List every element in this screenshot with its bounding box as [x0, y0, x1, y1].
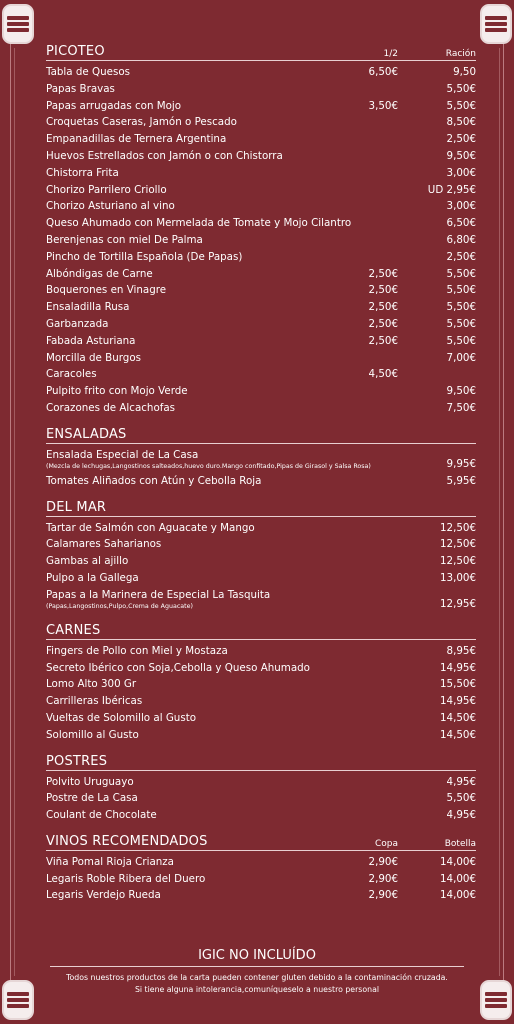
- item-name-text: Papas a la Marinera de Especial La Tasquita: [46, 588, 271, 601]
- menu-item: [46, 299, 476, 316]
- menu-item: [46, 350, 476, 367]
- menu-item: [46, 854, 476, 871]
- item-name-text: Legaris Roble Ribera del Duero: [46, 872, 206, 885]
- item-name-text: Caracoles: [46, 368, 97, 381]
- item-name: [46, 854, 350, 871]
- frame-line-right: [503, 40, 504, 984]
- menu-item: [46, 333, 476, 350]
- item-price: 14,00€: [439, 889, 476, 902]
- item-list: [46, 447, 476, 490]
- menu-item: [46, 676, 476, 693]
- section-title: CARNES: [46, 622, 101, 638]
- item-name: [46, 131, 350, 148]
- item-price: 9,50€: [446, 149, 476, 162]
- item-name-text: Corazones de Alcachofas: [46, 401, 176, 414]
- item-name-text: Tabla de Quesos: [46, 66, 131, 78]
- item-name: [46, 449, 398, 471]
- item-price: 3,00€: [446, 200, 476, 213]
- item-price: 5,50€: [446, 284, 476, 297]
- item-name-text: Coulant de Chocolate: [46, 809, 157, 822]
- item-price: 8,95€: [446, 644, 476, 657]
- item-name: [46, 710, 398, 727]
- item-name-text: Legaris Verdejo Rueda: [46, 889, 161, 902]
- item-name-text: Tomates Aliñados con Atún y Cebolla Roja: [46, 474, 262, 487]
- menu-item: [46, 727, 476, 744]
- item-name-text: Papas Bravas: [46, 82, 115, 95]
- menu-item: [46, 131, 476, 148]
- menu-item: [46, 790, 476, 807]
- item-name: [46, 589, 398, 611]
- menu-item: [46, 232, 476, 249]
- item-name: [46, 520, 398, 537]
- item-name-text: Pincho de Tortilla Española (De Papas): [46, 250, 243, 263]
- item-price-small: 2,50€: [368, 284, 398, 297]
- item-price-small: 2,90€: [368, 889, 398, 902]
- item-name: [46, 887, 350, 904]
- menu-item: [46, 520, 476, 537]
- item-name-text: Queso Ahumado con Mermelada de Tomate y Mojo Cilantro: [46, 217, 352, 230]
- item-price-small: 3,50€: [368, 99, 398, 112]
- item-name-text: Fingers de Pollo con Miel y Mostaza: [46, 644, 228, 657]
- menu-item: [46, 182, 476, 199]
- item-price: UD 2,95€: [427, 183, 476, 196]
- section-carnes: [46, 623, 476, 744]
- item-price: 15,50€: [439, 678, 476, 691]
- item-name-text: Papas arrugadas con Mojo: [46, 99, 182, 112]
- menu-item: [46, 587, 476, 613]
- logo-badge-icon: [2, 980, 34, 1020]
- menu-item: [46, 447, 476, 473]
- item-name: [46, 81, 350, 98]
- item-name-text: Morcilla de Burgos: [46, 351, 142, 364]
- menu-item: [46, 383, 476, 400]
- section-title: ENSALADAS: [46, 426, 127, 442]
- item-name: [46, 383, 350, 400]
- menu-item: [46, 570, 476, 587]
- item-name-text: Boquerones en Vinagre: [46, 284, 167, 297]
- logo-badge-icon: [480, 4, 512, 44]
- item-price-small: 6,50€: [368, 66, 398, 78]
- item-name: [46, 807, 398, 824]
- menu-item: [46, 400, 476, 417]
- item-price: 5,50€: [446, 267, 476, 280]
- section-title: VINOS RECOMENDADOS: [46, 833, 208, 849]
- footer-divider: [50, 966, 464, 967]
- logo-badge-icon: [480, 980, 512, 1020]
- menu-item: [46, 114, 476, 131]
- item-price-small: 2,90€: [368, 872, 398, 885]
- item-price: 5,95€: [446, 474, 476, 487]
- item-price: 2,50€: [446, 133, 476, 146]
- column-ration-header: Ración: [445, 49, 476, 59]
- item-price-small: 4,50€: [368, 368, 398, 381]
- item-price: 4,95€: [446, 775, 476, 788]
- item-name-text: Vueltas de Solomillo al Gusto: [46, 711, 197, 724]
- menu-item: [46, 165, 476, 182]
- menu-item: [46, 807, 476, 824]
- item-name: [46, 643, 398, 660]
- item-price: 14,00€: [439, 855, 476, 868]
- item-price-small: 2,50€: [368, 334, 398, 347]
- item-price-small: 2,50€: [368, 301, 398, 314]
- frame-line-right-inner: [499, 48, 500, 976]
- item-price-small: 2,50€: [368, 317, 398, 330]
- item-price: 12,50€: [439, 538, 476, 551]
- menu-item: [46, 249, 476, 266]
- section-title: POSTRES: [46, 753, 108, 769]
- item-price: 14,50€: [439, 711, 476, 724]
- item-price: 5,50€: [446, 301, 476, 314]
- section-header: [46, 754, 476, 771]
- menu-item: [46, 282, 476, 299]
- item-name-text: Chistorra Frita: [46, 166, 119, 179]
- section-title: DEL MAR: [46, 499, 107, 515]
- item-name: [46, 790, 398, 807]
- item-name-text: Pulpo a la Gallega: [46, 571, 139, 584]
- allergen-note-line-1: Todos nuestros productos de la carta pueden contener gluten debido a la contaminación cruzada.: [66, 973, 448, 982]
- item-name-text: Ensalada Especial de La Casa: [46, 448, 199, 461]
- item-name-text: Croquetas Caseras, Jamón o Pescado: [46, 116, 237, 129]
- item-name-text: Berenjenas con miel De Palma: [46, 233, 203, 246]
- section-vinos: [46, 834, 476, 904]
- menu-item: [46, 693, 476, 710]
- menu-item: [46, 81, 476, 98]
- menu-item: [46, 660, 476, 677]
- column-half-header: 1/2: [383, 49, 398, 59]
- item-name-text: Lomo Alto 300 Gr: [46, 678, 137, 691]
- item-price: 5,50€: [446, 99, 476, 112]
- item-name: [46, 660, 398, 677]
- item-name-text: Pulpito frito con Mojo Verde: [46, 385, 188, 398]
- menu-item: [46, 887, 476, 904]
- section-header: [46, 500, 476, 517]
- item-name: [46, 282, 350, 299]
- item-price: 13,00€: [439, 571, 476, 584]
- item-name-text: Chorizo Parrilero Criollo: [46, 183, 167, 196]
- item-name-text: Ensaladilla Rusa: [46, 301, 130, 314]
- item-name-text: Huevos Estrellados con Jamón o con Chistorra: [46, 149, 283, 162]
- frame-line-left: [10, 40, 11, 984]
- menu-item: [46, 643, 476, 660]
- item-name-text: Viña Pomal Rioja Crianza: [46, 855, 174, 868]
- item-name: [46, 182, 350, 199]
- item-price: 7,00€: [446, 351, 476, 364]
- item-name: [46, 165, 350, 182]
- item-name: [46, 366, 350, 383]
- item-price-small: 2,50€: [368, 267, 398, 280]
- menu-item: [46, 198, 476, 215]
- menu-item: [46, 774, 476, 791]
- item-price: 14,95€: [439, 695, 476, 708]
- menu-item: [46, 215, 476, 232]
- item-name: [46, 215, 351, 232]
- item-price-small: 2,90€: [368, 855, 398, 868]
- item-price: 6,50€: [446, 217, 476, 230]
- section-header: [46, 427, 476, 444]
- item-name: [46, 774, 398, 791]
- item-name: [46, 400, 350, 417]
- item-name: [46, 553, 398, 570]
- menu-item: [46, 266, 476, 283]
- section-header: [46, 44, 476, 61]
- item-name: [46, 148, 350, 165]
- menu-item: [46, 98, 476, 115]
- item-list: [46, 774, 476, 824]
- item-name-text: Gambas al ajillo: [46, 555, 129, 568]
- item-name: [46, 98, 350, 115]
- item-list: [46, 64, 476, 417]
- item-name-text: Empanadillas de Ternera Argentina: [46, 133, 227, 146]
- item-name-text: Postre de La Casa: [46, 792, 138, 805]
- item-name: [46, 316, 350, 333]
- item-name: [46, 473, 398, 490]
- item-list: [46, 643, 476, 744]
- item-name: [46, 249, 350, 266]
- item-name-text: Fabada Asturiana: [46, 334, 136, 347]
- menu-item: [46, 148, 476, 165]
- menu-item: [46, 710, 476, 727]
- allergen-note-line-2: Si tiene alguna intolerancia,comuníqueselo a nuestro personal: [134, 985, 380, 994]
- column-bottle-header: Botella: [444, 838, 476, 849]
- item-name: [46, 570, 398, 587]
- item-price: 5,50€: [446, 792, 476, 805]
- menu-item: [46, 316, 476, 333]
- menu-item: [46, 553, 476, 570]
- section-title: PICOTEO: [46, 44, 105, 59]
- tax-notice: IGIC NO INCLUÍDO: [198, 948, 316, 963]
- item-price: 3,00€: [446, 166, 476, 179]
- item-price: 14,00€: [439, 872, 476, 885]
- item-price: 8,50€: [446, 116, 476, 129]
- item-price: 9,50€: [446, 385, 476, 398]
- item-price: 12,50€: [439, 521, 476, 534]
- item-name: [46, 871, 350, 888]
- item-price: 12,95€: [439, 597, 476, 610]
- item-name: [46, 114, 350, 131]
- item-name: [46, 232, 350, 249]
- item-name-text: Calamares Saharianos: [46, 538, 162, 551]
- logo-badge-icon: [2, 4, 34, 44]
- item-name: [46, 693, 398, 710]
- item-name: [46, 198, 350, 215]
- section-del-mar: [46, 500, 476, 613]
- item-list: [46, 854, 476, 904]
- frame-line-left-inner: [14, 48, 15, 976]
- menu-item: [46, 536, 476, 553]
- item-name-text: Tartar de Salmón con Aguacate y Mango: [46, 521, 255, 534]
- section-postres: [46, 754, 476, 824]
- section-header: [46, 623, 476, 640]
- item-name-text: Garbanzada: [46, 317, 109, 330]
- section-picoteo: [46, 44, 476, 417]
- item-name: [46, 266, 350, 283]
- menu-item: [46, 64, 476, 81]
- item-name-text: Secreto Ibérico con Soja,Cebolla y Queso Ahumado: [46, 661, 310, 674]
- item-description: (Papas,Langostinos,Pulpo,Crema de Aguacate): [46, 602, 193, 610]
- section-header: [46, 834, 476, 851]
- item-price: 12,50€: [439, 555, 476, 568]
- item-name-text: Solomillo al Gusto: [46, 728, 139, 741]
- item-price: 9,95€: [446, 457, 476, 470]
- section-ensaladas: [46, 427, 476, 490]
- menu-item: [46, 366, 476, 383]
- item-description: (Mezcla de lechugas,Langostinos salteados,huevo duro.Mango confitado,Pipas de Girasol y Salsa Rosa): [46, 462, 371, 470]
- item-name: [46, 727, 398, 744]
- item-name: [46, 64, 350, 81]
- column-glass-header: Copa: [374, 838, 398, 849]
- item-name: [46, 333, 350, 350]
- item-price: 7,50€: [446, 401, 476, 414]
- item-name: [46, 536, 398, 553]
- item-price: 5,50€: [446, 82, 476, 95]
- item-name: [46, 299, 350, 316]
- item-name: [46, 350, 350, 367]
- item-name-text: Albóndigas de Carne: [46, 267, 153, 280]
- item-price: 6,80€: [446, 233, 476, 246]
- item-name-text: Carrilleras Ibéricas: [46, 695, 143, 708]
- menu-item: [46, 871, 476, 888]
- item-list: [46, 520, 476, 613]
- item-price: 14,95€: [439, 661, 476, 674]
- item-name-text: Polvito Uruguayo: [46, 775, 134, 788]
- menu: [46, 44, 476, 914]
- item-name: [46, 676, 398, 693]
- item-price: 9,50: [453, 66, 476, 78]
- item-price: 5,50€: [446, 317, 476, 330]
- allergen-note: [40, 972, 474, 996]
- menu-item: [46, 473, 476, 490]
- item-name-text: Chorizo Asturiano al vino: [46, 200, 175, 213]
- item-price: 4,95€: [446, 809, 476, 822]
- item-price: 5,50€: [446, 334, 476, 347]
- item-price: 2,50€: [446, 250, 476, 263]
- item-price: 14,50€: [439, 728, 476, 741]
